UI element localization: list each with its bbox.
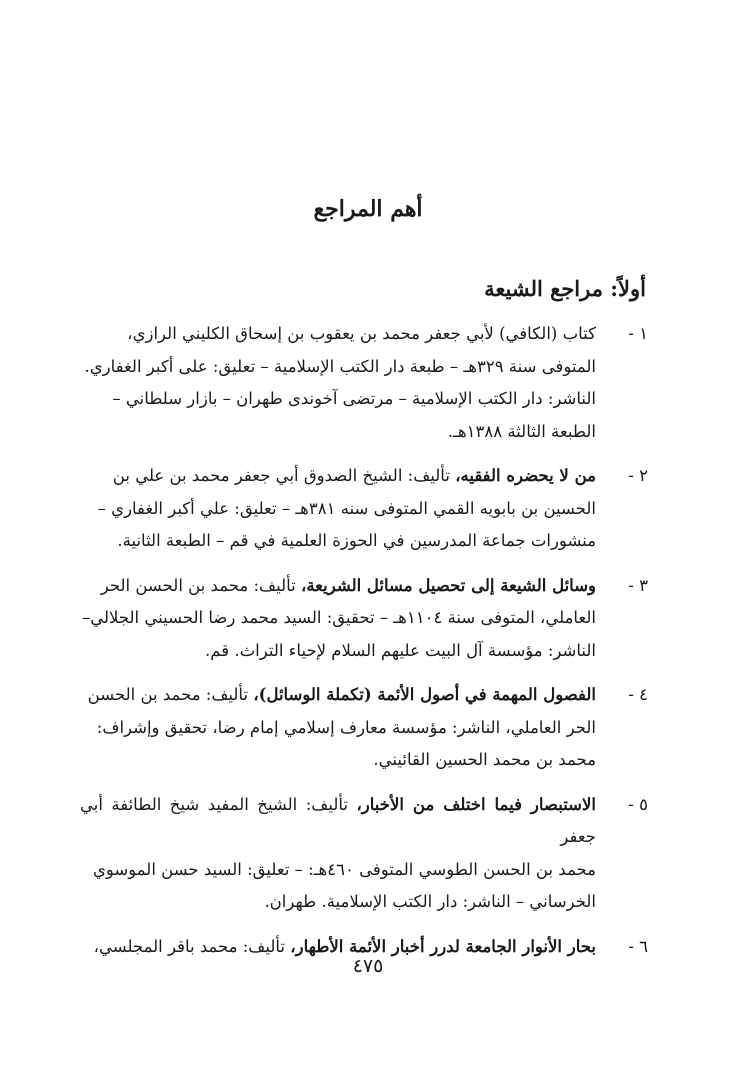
reference-text: تأليف: محمد بن الحسن الحر (100, 575, 296, 595)
reference-line (80, 886, 596, 919)
reference-title: من لا يحضره الفقيه، (455, 466, 596, 485)
section-heading: أولاً: مراجع الشيعة (484, 276, 646, 301)
reference-item (80, 679, 648, 777)
reference-number: ٦ - (628, 936, 648, 956)
reference-line (80, 383, 596, 416)
reference-line (80, 318, 596, 351)
reference-item (80, 789, 648, 919)
reference-item (80, 460, 648, 558)
reference-line (80, 712, 596, 745)
reference-text: تأليف: محمد باقر المجلسي، (93, 936, 286, 956)
reference-line (80, 460, 596, 493)
reference-line (80, 525, 596, 558)
reference-text: الناشر: مؤسسة آل البيت عليهم السلام لإحياء التراث. قم. (205, 640, 596, 660)
reference-text: تأليف: الشيخ الصدوق أبي جعفر محمد بن علي بن (112, 466, 450, 485)
reference-title: الاستبصار فيما اختلف من الأخبار، (356, 794, 597, 814)
reference-line (80, 602, 596, 635)
reference-text: محمد بن محمد الحسين القائيني. (373, 750, 596, 769)
reference-text: تأليف: الشيخ المفيد شيخ الطائفة أبي جعفر (80, 794, 596, 846)
reference-text: الناشر: دار الكتب الإسلامية – مرتضى آخوندى طهران – بازار سلطاني – (112, 389, 596, 408)
reference-number: ٥ - (628, 794, 648, 814)
reference-line (80, 416, 596, 449)
reference-line (80, 351, 596, 384)
reference-line (80, 635, 596, 668)
reference-title: وسائل الشيعة إلى تحصيل مسائل الشريعة، (301, 575, 596, 595)
reference-title: الفصول المهمة في أصول الأئمة (تكملة الوسائل)، (253, 685, 596, 704)
reference-text: الحر العاملي، الناشر: مؤسسة معارف إسلامي إمام رضا، تحقيق وإشراف: (96, 717, 596, 737)
reference-line (80, 789, 596, 854)
reference-number: ١ - (628, 324, 648, 343)
reference-line (80, 493, 596, 526)
reference-item (80, 570, 648, 668)
page-number: ٤٧٥ (352, 955, 384, 977)
reference-title: بحار الأنوار الجامعة لدرر أخبار الأئمة الأطهار، (290, 936, 596, 956)
reference-number: ٣ - (628, 575, 648, 595)
reference-text: الطبعة الثالثة ١٣٨٨هـ. (447, 421, 596, 441)
reference-item (80, 318, 648, 448)
reference-text: الخرساني – الناشر: دار الكتب الإسلامية. طهران. (264, 892, 596, 911)
reference-text: محمد بن الحسن الطوسي المتوفى ٤٦٠هـ: – تعليق: السيد حسن الموسوي (92, 859, 596, 879)
reference-line (80, 854, 596, 887)
reference-line (80, 744, 596, 777)
reference-text: المتوفى سنة ٣٢٩هـ – طبعة دار الكتب الإسلامية – تعليق: على أكبر الغفاري. (84, 356, 596, 376)
reference-text: تأليف: محمد بن الحسن (87, 685, 249, 704)
reference-line (80, 570, 596, 603)
reference-text: الحسين بن بابويه القمي المتوفى سنه ٣٨١هـ – تعليق: علي أكبر الغفاري – (97, 498, 596, 518)
page-title: أهم المراجع (313, 196, 423, 222)
reference-text: منشورات جماعة المدرسين في الحوزة العلمية في قم – الطبعة الثانية. (117, 531, 596, 550)
reference-text: العاملي، المتوفى سنة ١١٠٤هـ – تحقيق: السيد محمد رضا الحسيني الجلالي– (82, 608, 596, 627)
reference-text: كتاب (الكافي) لأبي جعفر محمد بن يعقوب بن إسحاق الكليني الرازي، (127, 324, 596, 343)
reference-number: ٤ - (628, 685, 648, 704)
reference-line (80, 679, 596, 712)
references-list (80, 318, 648, 975)
reference-number: ٢ - (628, 466, 648, 485)
